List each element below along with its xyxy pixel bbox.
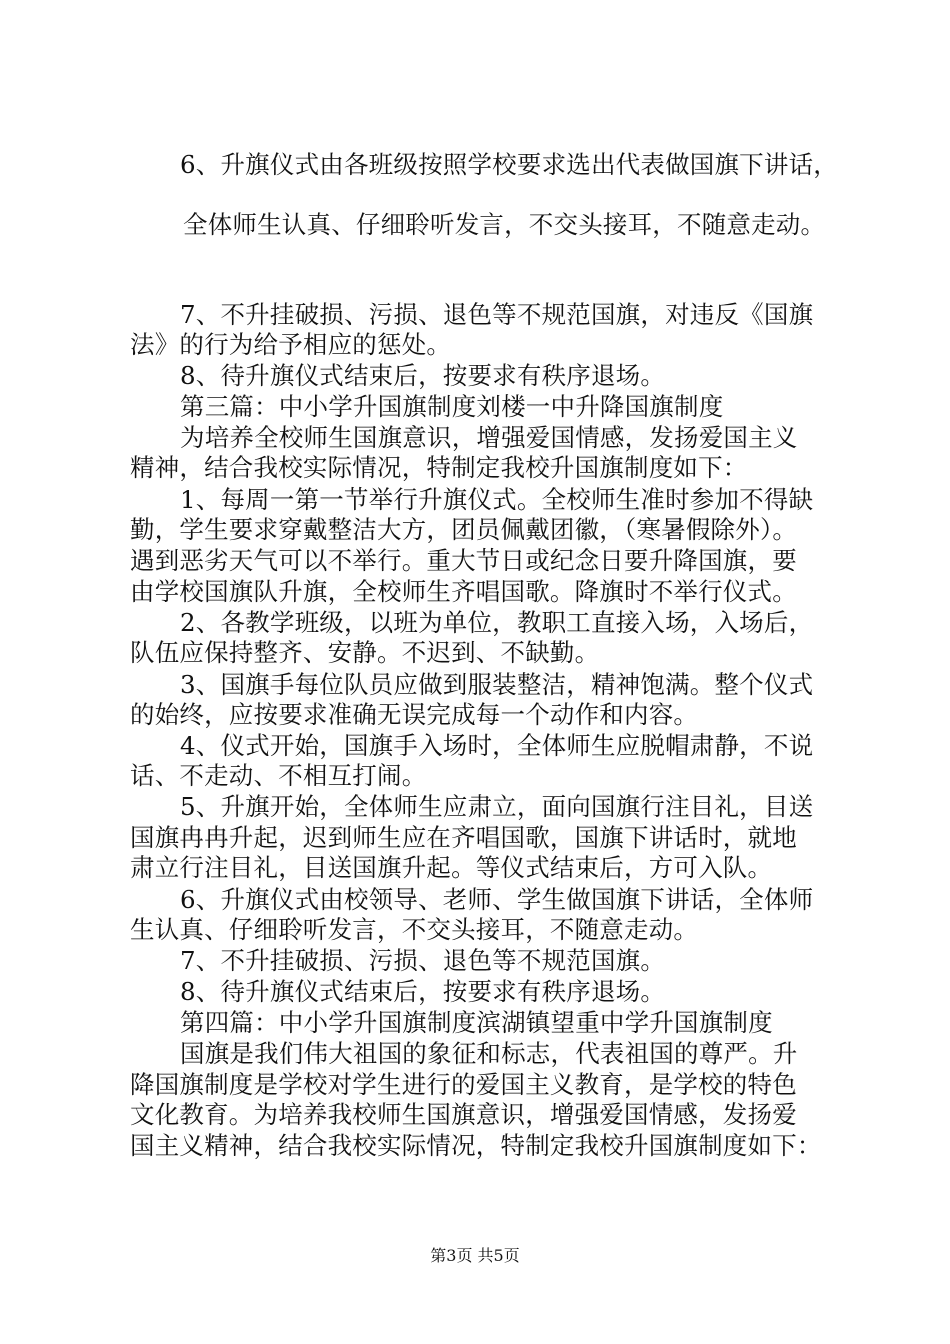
- text-line: 国主义精神，结合我校实际情况，特制定我校升国旗制度如下：: [130, 1131, 822, 1160]
- text-line: 6、升旗仪式由各班级按照学校要求选出代表做国旗下讲话，: [180, 150, 838, 179]
- text-line: 降国旗制度是学校对学生进行的爱国主义教育，是学校的特色: [130, 1070, 797, 1099]
- section-heading: 第三篇：中小学升国旗制度刘楼一中升降国旗制度: [180, 392, 724, 421]
- section-heading: 第四篇：中小学升国旗制度滨湖镇望重中学升国旗制度: [180, 1008, 773, 1037]
- text-line: 为培养全校师生国旗意识，增强爱国情感，发扬爱国主义: [180, 423, 798, 452]
- text-line: 精神，结合我校实际情况，特制定我校升国旗制度如下：: [130, 453, 748, 482]
- text-line: 国旗冉冉升起，迟到师生应在齐唱国歌，国旗下讲话时，就地: [130, 823, 797, 852]
- text-line: 2、各教学班级，以班为单位，教职工直接入场，入场后，: [180, 608, 814, 637]
- text-line: 3、国旗手每位队员应做到服装整洁，精神饱满。整个仪式: [180, 670, 814, 699]
- text-line: 5、升旗开始，全体师生应肃立，面向国旗行注目礼，目送: [180, 792, 814, 821]
- page-footer: 第3页 共5页: [430, 1246, 520, 1265]
- text-line: 话、不走动、不相互打闹。: [130, 761, 427, 790]
- text-line: 队伍应保持整齐、安静。不迟到、不缺勤。: [130, 638, 600, 667]
- text-line: 8、待升旗仪式结束后，按要求有秩序退场。: [180, 977, 666, 1006]
- text-line: 4、仪式开始，国旗手入场时，全体师生应脱帽肃静，不说: [180, 731, 814, 760]
- text-line: 国旗是我们伟大祖国的象征和标志，代表祖国的尊严。升: [180, 1039, 798, 1068]
- text-line: 7、不升挂破损、污损、退色等不规范国旗。: [180, 946, 666, 975]
- text-line: 由学校国旗队升旗，全校师生齐唱国歌。降旗时不举行仪式。: [130, 577, 797, 606]
- text-line: 7、不升挂破损、污损、退色等不规范国旗，对违反《国旗: [180, 300, 814, 329]
- text-line: 8、待升旗仪式结束后，按要求有秩序退场。: [180, 361, 666, 390]
- text-line: 生认真、仔细聆听发言，不交头接耳，不随意走动。: [130, 915, 699, 944]
- text-line: 勤，学生要求穿戴整洁大方，团员佩戴团徽，（寒暑假除外）。: [130, 515, 798, 544]
- text-line: 1、每周一第一节举行升旗仪式。全校师生准时参加不得缺: [180, 485, 814, 514]
- text-line: 肃立行注目礼，目送国旗升起。等仪式结束后，方可入队。: [130, 853, 773, 882]
- text-line: 的始终，应按要求准确无误完成每一个动作和内容。: [130, 700, 699, 729]
- text-line: 6、升旗仪式由校领导、老师、学生做国旗下讲话，全体师: [180, 885, 814, 914]
- text-line: 文化教育。为培养我校师生国旗意识，增强爱国情感，发扬爱: [130, 1100, 797, 1129]
- text-line: 全体师生认真、仔细聆听发言，不交头接耳，不随意走动。: [183, 210, 826, 239]
- text-line: 遇到恶劣天气可以不举行。重大节日或纪念日要升降国旗，要: [130, 546, 797, 575]
- text-line: 法》的行为给予相应的惩处。: [130, 330, 452, 359]
